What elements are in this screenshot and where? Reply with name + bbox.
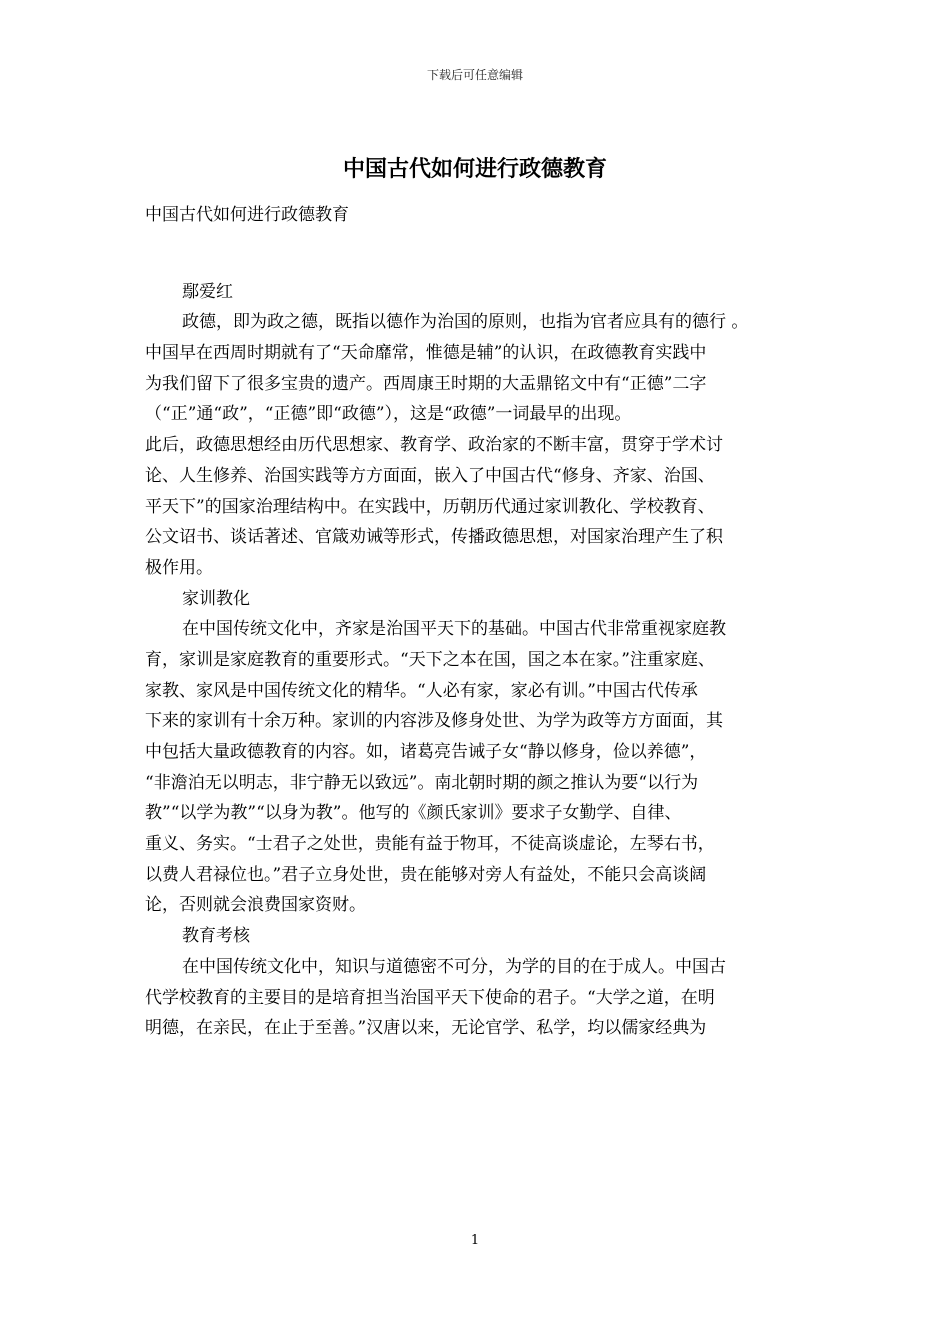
body-line: 家训教化: [182, 588, 250, 609]
blank-gap: [145, 231, 823, 277]
body-line: 以费人君禄位也。”君子立身处世，贵在能够对旁人有益处，不能只会高谈阔: [145, 864, 707, 885]
body-line: 教”“以学为教”“以身为教”。他写的《颜氏家训》要求子女勤学、自律、: [145, 803, 682, 824]
body-line: 育，家训是家庭教育的重要形式。“天下之本在国，国之本在家。”注重家庭、: [145, 649, 715, 670]
body-line: 论、人生修养、治国实践等方方面面，嵌入了中国古代“修身、齐家、治国、: [145, 465, 715, 486]
body-line: 代学校教育的主要目的是培育担当治国平天下使命的君子。“大学之道，在明: [145, 987, 715, 1008]
body-line: 极作用。: [145, 557, 213, 578]
body-line: 公文诏书、谈话著述、官箴劝诫等形式，传播政德思想，对国家治理产生了积: [145, 527, 723, 548]
body-line: （“正”通“政”，“正德”即“政德”），这是“政德”一词最早的出现。: [145, 404, 632, 425]
body-line: 在中国传统文化中，齐家是治国平天下的基础。中国古代非常重视家庭教: [182, 619, 726, 640]
body-line: 中包括大量政德教育的内容。如，诸葛亮告诫子女“静以修身，俭以养德”，: [145, 742, 707, 762]
page-number: 1: [470, 1233, 480, 1248]
body-line: 中国早在西周时期就有了“天命靡常，惟德是辅”的认识，在政德教育实践中: [145, 343, 707, 364]
body-text: [145, 307, 823, 1044]
author-name: 鄢爱红: [182, 281, 233, 302]
body-line: 平天下”的国家治理结构中。在实践中，历朝历代通过家训教化、学校教育、: [145, 496, 715, 517]
document-title: 中国古代如何进行政德教育: [342, 157, 607, 182]
body-line: 下来的家训有十余万种。家训的内容涉及修身处世、为学为政等方方面面，其: [145, 711, 723, 732]
body-line: 教育考核: [182, 926, 250, 947]
document-body: [145, 200, 823, 1044]
body-line: 政德，即为政之德，既指以德作为治国的原则，也指为官者应具有的德行 。: [182, 312, 749, 333]
document-subtitle: 中国古代如何进行政德教育: [145, 205, 349, 225]
body-line: 论，否则就会浪费国家资财。: [145, 895, 366, 916]
body-line: 此后，政德思想经由历代思想家、教育学、政治家的不断丰富，贯穿于学术讨: [145, 435, 723, 456]
page-header-note: 下载后可任意编辑: [426, 68, 523, 82]
body-line: 重义、务实。“士君子之处世，贵能有益于物耳，不徒高谈虚论，左琴右书，: [145, 834, 715, 855]
body-line: 在中国传统文化中，知识与道德密不可分，为学的目的在于成人。中国古: [182, 956, 726, 977]
body-line: 为我们留下了很多宝贵的遗产。西周康王时期的大盂鼎铭文中有“正德”二字: [145, 373, 707, 394]
body-line: “非澹泊无以明志，非宁静无以致远”。南北朝时期的颜之推认为要“以行为: [145, 772, 699, 793]
body-line: 家教、家风是中国传统文化的精华。“人必有家，家必有训。”中国古代传承: [145, 680, 698, 701]
body-line: 明德，在亲民，在止于至善。”汉唐以来，无论官学、私学，均以儒家经典为: [145, 1018, 707, 1039]
